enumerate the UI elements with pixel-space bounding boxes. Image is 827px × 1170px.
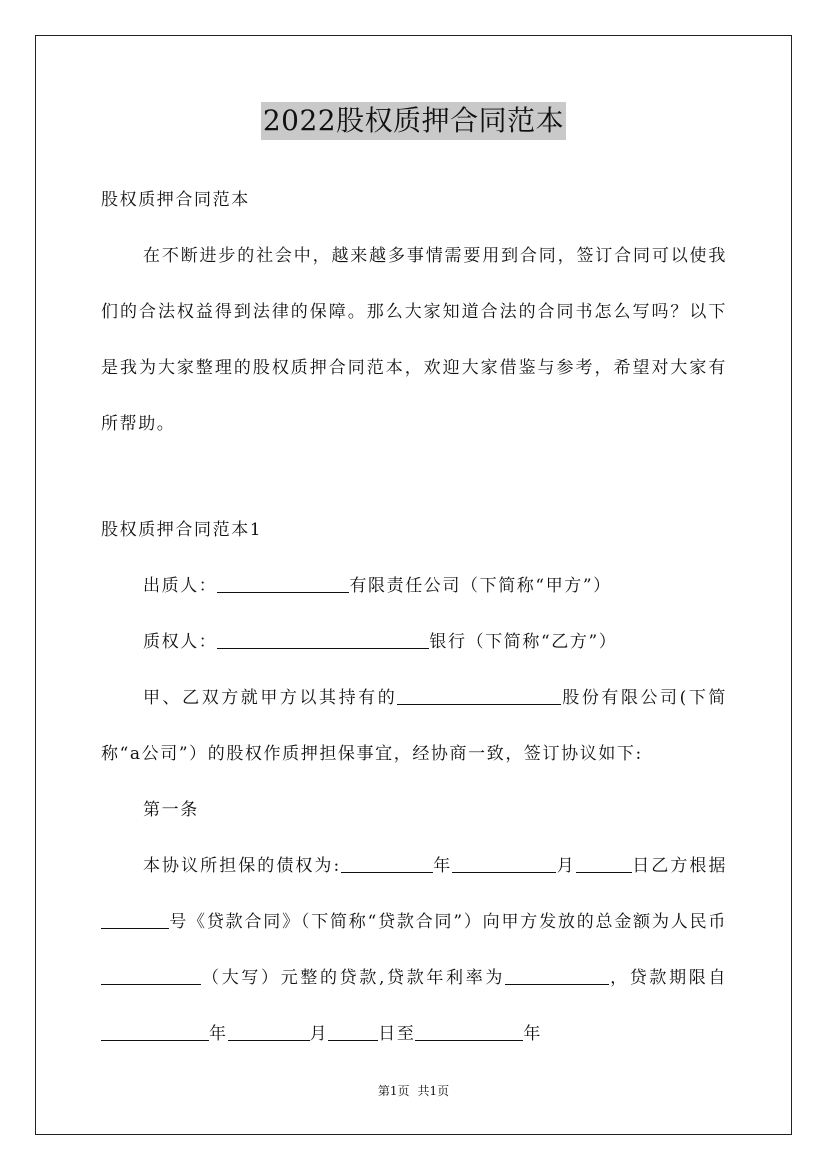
pledgor-suffix: 有限责任公司（下简称“甲方”） (349, 576, 612, 596)
contract-number-blank (101, 910, 169, 929)
year-blank (341, 854, 433, 873)
parties-text-b: 股份有限公司(下简称“a公司”）的股权作质押担保事宜，经协商一致，签订协议如下: (101, 688, 727, 764)
page-footer (0, 1082, 827, 1099)
parties-text-a: 甲、乙双方就甲方以其持有的 (143, 688, 398, 708)
article-one-heading: 第一条 (143, 800, 199, 820)
clause-text-a: 本协议所担保的债权为: (143, 856, 341, 876)
section-spacer (101, 452, 727, 502)
end-year-blank (415, 1022, 523, 1041)
start-year-blank (101, 1022, 209, 1041)
amount-blank (101, 966, 201, 985)
clause-text-d: （大写）元整的贷款,贷款年利率为 (201, 968, 506, 988)
document-subtitle: 股权质押合同范本 (101, 190, 250, 210)
page-number-current: 第1页 (377, 1084, 410, 1098)
pledgor-label: 出质人： (143, 576, 218, 596)
intro-paragraph: 在不断进步的社会中，越来越多事情需要用到合同，签订合同可以使我们的合法权益得到法律的保障。那么大家知道合法的合同书怎么写吗？以下是我为大家整理的股权质押合同范本，欢迎大家借鉴与参考，希望对大家有所帮助。 (101, 246, 727, 434)
clause-text-b: 日乙方根据 (631, 856, 728, 876)
start-month-blank (228, 1022, 310, 1041)
pledgee-suffix: 银行（下简称“乙方”） (429, 632, 618, 652)
pledgor-blank (217, 574, 349, 593)
clause-text-f: 年 (209, 1024, 228, 1044)
start-day-blank (328, 1022, 378, 1041)
section-heading: 股权质押合同范本1 (101, 520, 263, 540)
parties-paragraph (101, 670, 727, 782)
pledgee-blank (217, 630, 429, 649)
clause-text-g: 月 (309, 1024, 329, 1044)
rate-blank (505, 966, 609, 985)
clause-text-i: 年 (523, 1024, 543, 1044)
clause-year: 年 (432, 856, 453, 876)
pledgor-line (101, 558, 727, 614)
pledgee-label: 质权人： (143, 632, 218, 652)
clause-month: 月 (556, 856, 576, 876)
document-body (101, 172, 727, 1062)
clause-text-e: ，贷款期限自 (609, 968, 727, 988)
clause-text-h: 日至 (378, 1024, 416, 1044)
page-number-total: 共1页 (417, 1084, 450, 1098)
clause-paragraph (101, 838, 727, 1062)
company-blank (397, 686, 561, 705)
month-blank (452, 854, 556, 873)
day-blank (576, 854, 632, 873)
document-title: 2022股权质押合同范本 (261, 102, 566, 140)
clause-text-c: 号《贷款合同》（下简称“贷款合同”）向甲方发放的总金额为人民币 (169, 912, 727, 932)
title-container (0, 102, 827, 140)
pledgee-line (101, 614, 727, 670)
